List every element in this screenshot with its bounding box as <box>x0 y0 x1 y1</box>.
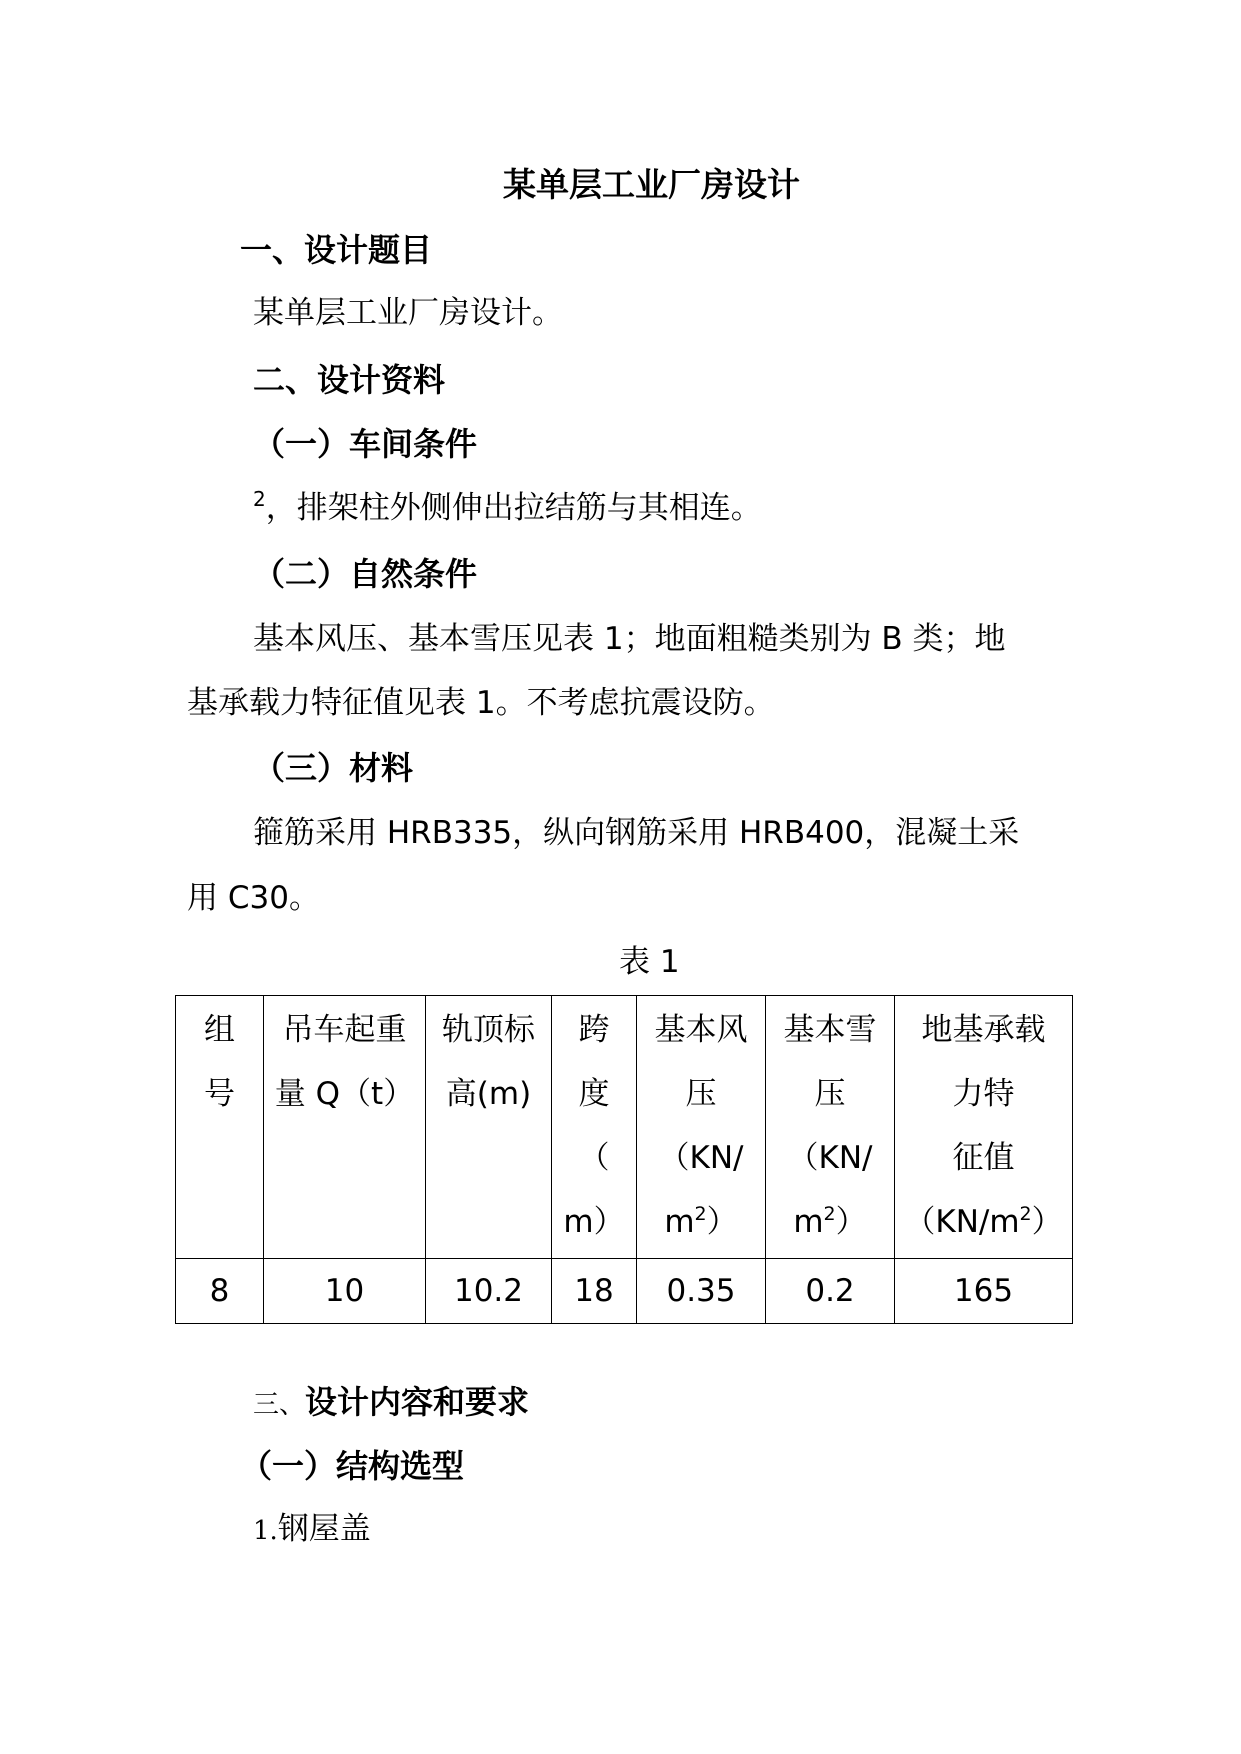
workshop-text-body: ，排架柱外侧伸出拉结筋与其相连。 <box>265 490 762 526</box>
list-item-number: 1. <box>253 1516 278 1546</box>
section-2-heading: 二、设计资料 <box>253 361 446 399</box>
material-text-line-1: 箍筋采用 HRB335，纵向钢筋采用 HRB400，混凝土采 <box>253 815 1020 851</box>
subsection-nature-heading: （二）自然条件 <box>253 555 478 593</box>
header-snow-pressure: 基本雪 压 （KN/ $m^2$） <box>766 996 895 1259</box>
table-caption: 表 1 <box>619 944 680 980</box>
subsection-workshop-heading: （一）车间条件 <box>253 425 478 463</box>
nature-text-line-2: 基承载力特征值见表 1。不考虑抗震设防。 <box>187 685 775 721</box>
header-rail-elevation: 轨顶标 高(m) <box>426 996 552 1259</box>
cell-crane-capacity: 10 <box>264 1259 426 1324</box>
list-item <box>253 1511 371 1547</box>
superscript-fragment: 2 <box>253 487 266 511</box>
header-crane-capacity: 吊车起重 量 Q（t） <box>264 996 426 1259</box>
subsection-material-heading: （三）材料 <box>253 749 414 787</box>
header-group: 组 号 <box>176 996 264 1259</box>
nature-text-line-1: 基本风压、基本雪压见表 1；地面粗糙类别为 B 类；地 <box>253 621 1006 657</box>
document-title: 某单层工业厂房设计 <box>503 165 800 204</box>
section-1-heading: 一、设计题目 <box>240 231 433 269</box>
table-header-row <box>176 996 1073 1259</box>
cell-group: 8 <box>176 1259 264 1324</box>
cell-wind-pressure: 0.35 <box>637 1259 766 1324</box>
material-text-line-2: 用 C30。 <box>187 880 320 916</box>
subsection-structure-heading: （一）结构选型 <box>240 1447 465 1485</box>
section-1-text: 某单层工业厂房设计。 <box>253 295 563 331</box>
cell-bearing-capacity: 165 <box>895 1259 1073 1324</box>
header-span: 跨 度 （ m） <box>552 996 637 1259</box>
cell-snow-pressure: 0.2 <box>766 1259 895 1324</box>
section-3-title: 设计内容和要求 <box>305 1383 530 1421</box>
header-bearing-capacity: 地基承载 力特 征值 $(KN/m^2)$ <box>895 996 1073 1259</box>
header-wind-pressure: 基本风 压 （KN/ $m^2$） <box>637 996 766 1259</box>
list-item-text: 钢屋盖 <box>277 1511 371 1547</box>
cell-span: 18 <box>552 1259 637 1324</box>
section-3-prefix: 三、 <box>253 1390 306 1420</box>
table-row <box>176 1259 1073 1324</box>
parameters-table <box>175 995 1073 1324</box>
subsection-workshop-text <box>253 487 762 526</box>
section-3-heading <box>253 1383 530 1421</box>
cell-rail-elevation: 10.2 <box>426 1259 552 1324</box>
